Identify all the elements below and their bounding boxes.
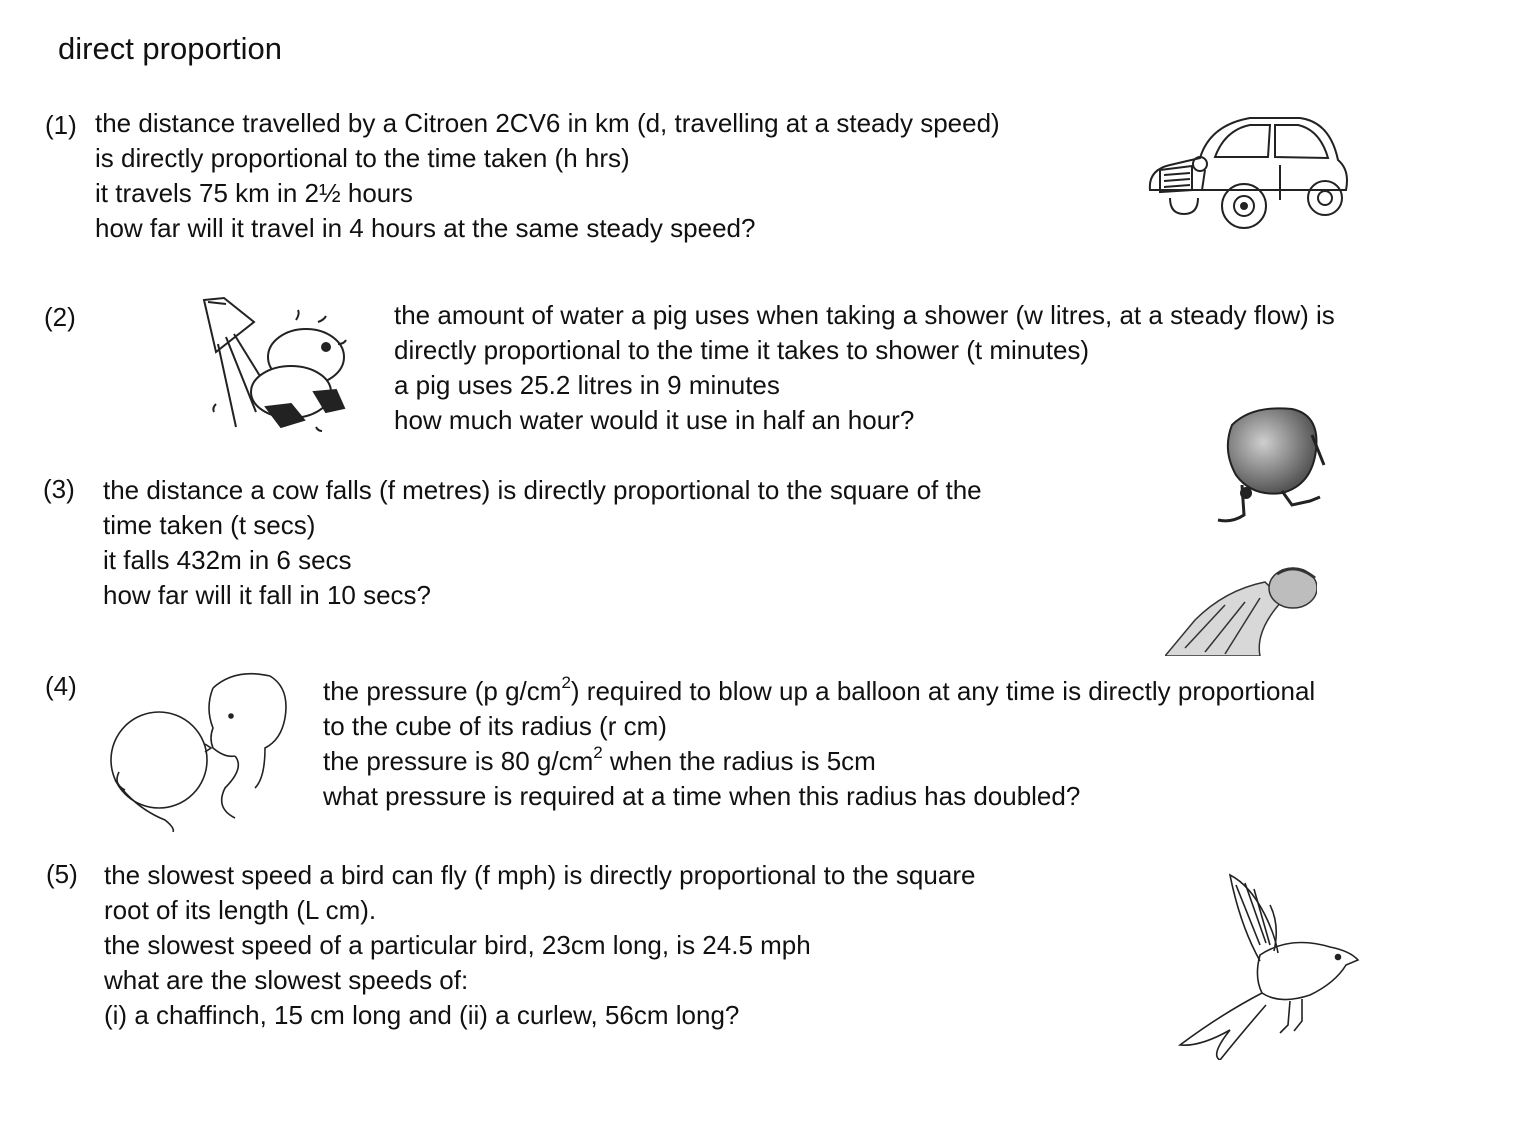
question-5-text <box>104 858 975 1033</box>
question-1-number: (1) <box>45 110 77 140</box>
question-2-text <box>394 298 1335 438</box>
question-line: the pressure (p $g/cm^2$) required to blow up a balloon at any time is directly proportional <box>323 673 1316 706</box>
question-line: to the cube of its radius (r cm) <box>323 711 667 741</box>
question-line: the slowest speed of a particular bird, 23cm long, is 24.5 mph <box>104 930 811 960</box>
question-line: the slowest speed a bird can fly (f mph) is directly proportional to the square <box>104 860 976 890</box>
question-line: how much water would it use in half an hour? <box>394 405 915 435</box>
question-3-text <box>103 473 982 613</box>
question-4-text <box>323 674 1315 814</box>
question-line: the amount of water a pig uses when taking a shower (w litres, at a steady flow) is <box>394 300 1335 330</box>
question-line: root of its length (L cm). <box>104 895 377 925</box>
question-line: it falls 432m in 6 secs <box>103 545 352 575</box>
shocked-man-icon <box>1165 560 1317 656</box>
falling-cow-icon <box>1212 405 1330 530</box>
question-2-number: (2) <box>44 302 76 332</box>
question-line: how far will it fall in 10 secs? <box>103 580 432 610</box>
bird-icon <box>1170 865 1362 1060</box>
question-line: how far will it travel in 4 hours at the same steady speed? <box>95 213 756 243</box>
pig-shower-icon <box>196 292 356 444</box>
question-line: (i) a chaffinch, 15 cm long and (ii) a curlew, 56cm long? <box>104 1000 740 1030</box>
question-line: the distance travelled by a Citroen 2CV6 in km (d, travelling at a steady speed) <box>95 108 1000 138</box>
question-line: what pressure is required at a time when this radius has doubled? <box>323 781 1081 811</box>
question-4-number: (4) <box>45 671 77 701</box>
question-line: a pig uses 25.2 litres in 9 minutes <box>394 370 780 400</box>
car-icon <box>1140 110 1352 230</box>
question-3-number: (3) <box>43 474 75 504</box>
question-line: the pressure is 80 $g/cm^2$ when the radius is 5cm <box>323 743 876 776</box>
question-line: time taken (t secs) <box>103 510 316 540</box>
question-line: directly proportional to the time it takes to shower (t minutes) <box>394 335 1090 365</box>
question-line: is directly proportional to the time taken (h hrs) <box>95 143 630 173</box>
question-line: what are the slowest speeds of: <box>104 965 469 995</box>
question-5-number: (5) <box>46 859 78 889</box>
question-line: the distance a cow falls (f metres) is directly proportional to the square of the <box>103 475 982 505</box>
balloon-boy-icon <box>105 668 295 832</box>
question-1-text <box>95 106 1000 246</box>
question-line: it travels 75 km in 2½ hours <box>95 178 413 208</box>
page-title: direct proportion <box>58 31 283 66</box>
